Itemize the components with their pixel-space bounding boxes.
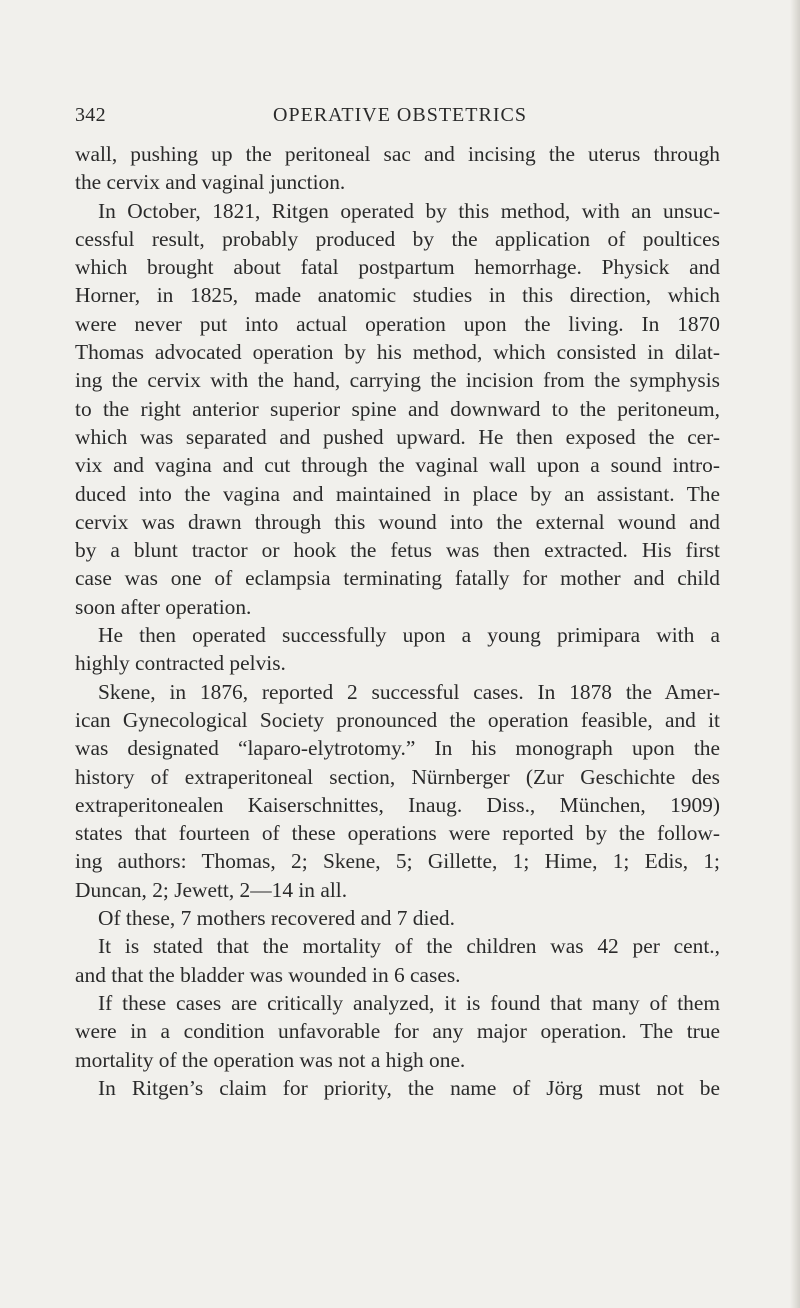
text-line: Duncan, 2; Jewett, 2—14 in all. <box>75 877 348 902</box>
text-line: mortality of the operation was not a high one. <box>75 1047 466 1072</box>
text-line: were never put into actual operation upon the living. In 1870 <box>75 311 720 336</box>
text-line: was designated “laparo-elytrotomy.” In his monograph upon the <box>75 736 720 761</box>
text-line: He then operated successfully upon a young primipara with a <box>98 623 720 648</box>
paragraph <box>75 989 720 1074</box>
body-text <box>75 140 720 1102</box>
text-line: states that fourteen of these operations were reported by the follow- <box>75 821 720 846</box>
text-line: vix and vagina and cut through the vaginal wall upon a sound intro- <box>75 453 720 478</box>
text-line: Thomas advocated operation by his method, which consisted in dilat- <box>75 340 720 365</box>
running-head <box>75 104 725 134</box>
page-number: 342 <box>75 104 106 126</box>
paragraph <box>75 621 720 678</box>
text-line: wall, pushing up the peritoneal sac and incising the uterus through <box>75 142 720 166</box>
running-title: OPERATIVE OBSTETRICS <box>273 104 527 126</box>
text-line: Skene, in 1876, reported 2 successful cases. In 1878 the Amer- <box>98 679 720 704</box>
paragraph <box>75 678 720 904</box>
text-line: cessful result, probably produced by the application of poultices <box>75 226 720 251</box>
text-line: Horner, in 1825, made anatomic studies in this direction, which <box>75 283 720 308</box>
text-line: It is stated that the mortality of the children was 42 per cent., <box>98 934 720 959</box>
text-line: history of extraperitoneal section, Nürnberger (Zur Geschichte des <box>75 764 720 789</box>
text-line: In Ritgen’s claim for priority, the name of Jörg must not be <box>98 1075 720 1100</box>
text-line: the cervix and vaginal junction. <box>75 170 346 195</box>
text-line: to the right anterior superior spine and downward to the peritoneum, <box>75 396 720 421</box>
text-line: ing authors: Thomas, 2; Skene, 5; Gillette, 1; Hime, 1; Edis, 1; <box>75 849 720 874</box>
text-line: highly contracted pelvis. <box>75 651 286 676</box>
text-line: were in a condition unfavorable for any major operation. The true <box>75 1019 720 1044</box>
text-line: case was one of eclampsia terminating fatally for mother and child <box>75 566 720 591</box>
text-line: In October, 1821, Ritgen operated by this method, with an unsuc- <box>98 198 720 223</box>
paragraph <box>75 932 720 989</box>
text-line: by a blunt tractor or hook the fetus was then extracted. His first <box>75 538 720 563</box>
text-line: cervix was drawn through this wound into the external wound and <box>75 509 720 534</box>
text-line: Of these, 7 mothers recovered and 7 died. <box>98 906 455 931</box>
text-line: soon after operation. <box>75 594 252 619</box>
paragraph <box>75 197 720 621</box>
paragraph <box>75 140 720 197</box>
paragraph <box>75 1074 720 1102</box>
text-line: ing the cervix with the hand, carrying the incision from the symphysis <box>75 368 720 393</box>
text-line: which brought about fatal postpartum hemorrhage. Physick and <box>75 255 720 280</box>
text-line: which was separated and pushed upward. He then exposed the cer- <box>75 424 720 449</box>
text-line: If these cases are critically analyzed, it is found that many of them <box>98 990 720 1015</box>
text-line: extraperitonealen Kaiserschnittes, Inaug. Diss., München, 1909) <box>75 792 720 817</box>
page-edge-shadow <box>790 0 800 1308</box>
text-line: and that the bladder was wounded in 6 cases. <box>75 962 461 987</box>
text-line: ican Gynecological Society pronounced the operation feasible, and it <box>75 707 720 732</box>
paragraph <box>75 904 720 932</box>
text-line: duced into the vagina and maintained in place by an assistant. The <box>75 481 720 506</box>
